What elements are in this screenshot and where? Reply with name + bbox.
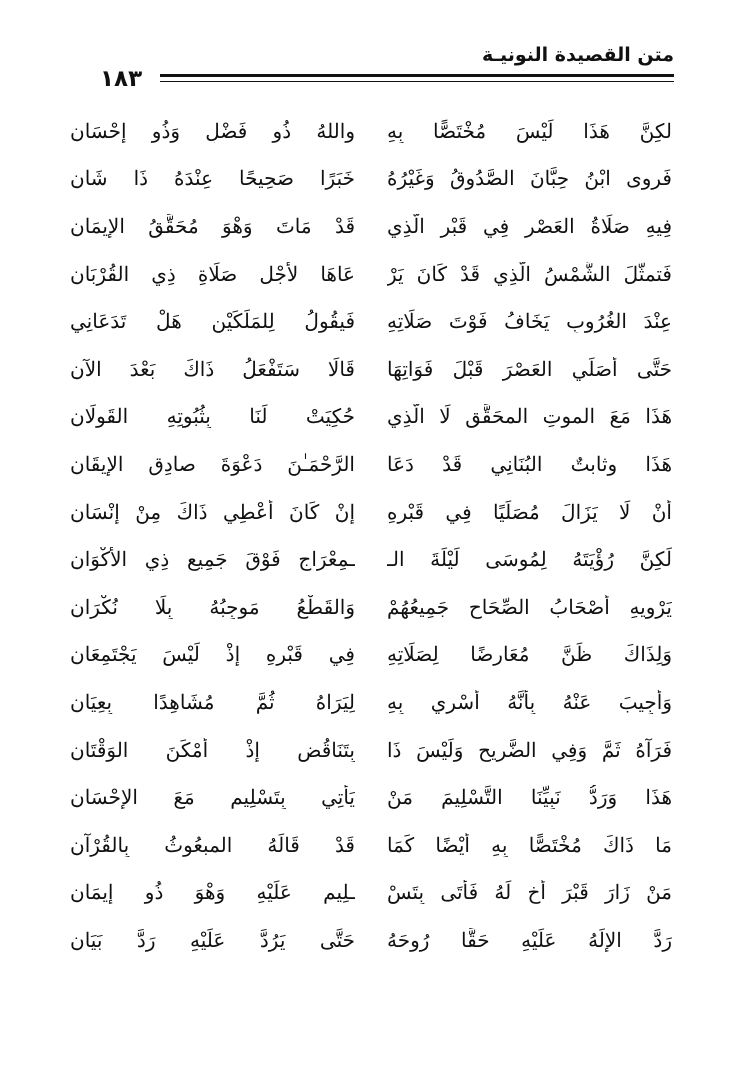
verse-second-hemistich: بِتَنَاقُضٍ إِذْ أَمْكَنَ الوَقْتَانِ <box>70 737 355 762</box>
verse-line <box>70 916 672 964</box>
verse-first-hemistich: عِنْدَ الغُرُوبِ يَخَافُ فَوْتَ صَلَاتِهِ <box>387 309 672 334</box>
verse-first-hemistich: حَتَّى أُصَلِّي العَصْرَ قَبْلَ فَوَاتِهَا <box>387 356 672 381</box>
verse-second-hemistich: إِنْ كَانَ أُعْطِي ذَاكَ مِنْ إِنْسَانِ <box>70 499 355 524</box>
page-header <box>100 40 674 90</box>
verse-second-hemistich: وَالقَطْعُ مَوجِبُهُ بِلَا نُكْرَانِ <box>70 594 355 619</box>
verse-second-hemistich: عَاهَا لأَجْلِ صَلَاةِ ذِي القُرْبَانِ <box>70 261 355 286</box>
verse-second-hemistich: قَالَا سَتَفْعَلُ ذَاكَ بَعْدَ الآنِ <box>70 356 355 381</box>
verse-second-hemistich: الرَّحْمَـٰنَ دَعْوَةَ صادِقِ الإِيقَانِ <box>70 451 355 476</box>
verse-first-hemistich: فَتمثَّلَ الشَّمْسُ الَّذِي قَدْ كَانَ يَرْ <box>387 261 672 286</box>
verse-second-hemistich: ـلِيمٍ عَلَيْهِ وَهْوَ ذُو إِيمَانِ <box>70 880 355 905</box>
verse-second-hemistich: فَيقُولُ لِلمَلَكَيْنِ هَلْ تَدَعَانِي <box>70 309 355 334</box>
verse-line <box>70 631 672 679</box>
verse-first-hemistich: يَرْوِيهِ أَصْحَابُ الصِّحَاحِ جَمِيعُهُمْ <box>387 594 672 619</box>
verse-second-hemistich: ـمِعْرَاجِ فَوْقَ جَمِيعِ ذِي الأَكْوَانِ <box>70 547 355 572</box>
verse-first-hemistich: فِيهِ صَلَاةُ العَصْرِ فِي قَبْرِ الَّذِي <box>387 213 672 238</box>
verse-second-hemistich: حَتَّى يَرُدَّ عَلَيْهِ رَدَّ بَيَانِ <box>70 927 355 952</box>
verse-line <box>70 535 672 583</box>
verse-line <box>70 393 672 441</box>
verse-line <box>70 440 672 488</box>
verse-first-hemistich: هَذَا مَعَ الموتِ المحَقَّقِ لَا الَّذِي <box>387 404 672 429</box>
verse-first-hemistich: فَروى ابْنُ حِبَّانَ الصَّدُوقُ وَغَيْرُهُ <box>387 166 672 191</box>
verse-second-hemistich: يَأْتِي بِتَسْلِيمٍ مَعَ الإِحْسَانِ <box>70 785 355 810</box>
verse-line <box>70 773 672 821</box>
verse-line <box>70 202 672 250</box>
verse-first-hemistich: أَنْ لَا يَزَالَ مُصَلِّيًا فِي قَبْرِهِ <box>387 499 672 524</box>
verse-line <box>70 869 672 917</box>
verse-line <box>70 678 672 726</box>
verse-line <box>70 345 672 393</box>
verse-line <box>70 107 672 155</box>
verse-second-hemistich: حُكِيَتْ لَنَا بِثُبُوتِهِ القَولَانِ <box>70 404 355 429</box>
verse-first-hemistich: رَدَّ الإِلَهُ عَلَيْهِ حَقًّا رُوحَهُ <box>387 927 672 952</box>
verse-line <box>70 726 672 774</box>
verse-first-hemistich: لكِنَّ هَذَا لَيْسَ مُخْتَصًّا بِهِ <box>387 118 672 143</box>
verse-line <box>70 297 672 345</box>
page-number: ١٨٣ <box>100 66 143 92</box>
verse-line <box>70 821 672 869</box>
verse-first-hemistich: مَنْ زَارَ قَبْرَ أَخٍ لَهُ فَأَتَى بِتَسْ <box>387 880 672 905</box>
verse-first-hemistich: هَذَا وَرَدُّ نَبِيِّنَا التَّسْلِيمَ مَنْ <box>387 785 672 810</box>
verse-first-hemistich: وَأُجِيبَ عَنْهُ بِأَنَّهُ أُسْرِي بِهِ <box>387 689 672 714</box>
header-rule-thin <box>160 81 674 82</box>
verse-first-hemistich: لَكِنَّ رُؤْيَتَهُ لِمُوسَى لَيْلَةَ الـ <box>387 547 672 572</box>
verse-second-hemistich: واللهُ ذُو فَضْلٍ وَذُو إِحْسَانِ <box>70 118 355 143</box>
verse-first-hemistich: هَذَا وثابتٌ البُنَانِي قَدْ دَعَا <box>387 451 672 476</box>
verse-line <box>70 488 672 536</box>
poem-verses <box>70 107 672 964</box>
verse-second-hemistich: لِيَرَاهُ ثُمَّ مُشَاهِدًا بِعِيَانِ <box>70 689 355 714</box>
verse-line <box>70 155 672 203</box>
verse-line <box>70 250 672 298</box>
verse-first-hemistich: وَلِذَاكَ ظَنَّ مُعَارِضًا لِصَلَاتِهِ <box>387 642 672 667</box>
running-title: متن القصيدة النونيـة <box>481 44 674 66</box>
verse-second-hemistich: قَدْ قَالَهُ المبعُوثُ بِالقُرْآنِ <box>70 832 355 857</box>
verse-line <box>70 583 672 631</box>
header-rule <box>160 74 674 77</box>
verse-first-hemistich: فَرَآهُ ثَمَّ وَفِي الضَّرِيحِ وَلَيْسَ ذَا <box>387 737 672 762</box>
verse-second-hemistich: فِي قَبْرِهِ إِذْ لَيْسَ يَجْتَمِعَانِ <box>70 642 355 667</box>
verse-second-hemistich: قَدْ مَاتَ وَهْوَ مُحَقَّقُ الإِيمَانِ <box>70 213 355 238</box>
verse-first-hemistich: مَا ذَاكَ مُخْتَصًّا بِهِ أَيْضًا كَمَا <box>387 832 672 857</box>
verse-second-hemistich: خَبَرًا صَحِيحًا عِنْدَهُ ذَا شَانِ <box>70 166 355 191</box>
